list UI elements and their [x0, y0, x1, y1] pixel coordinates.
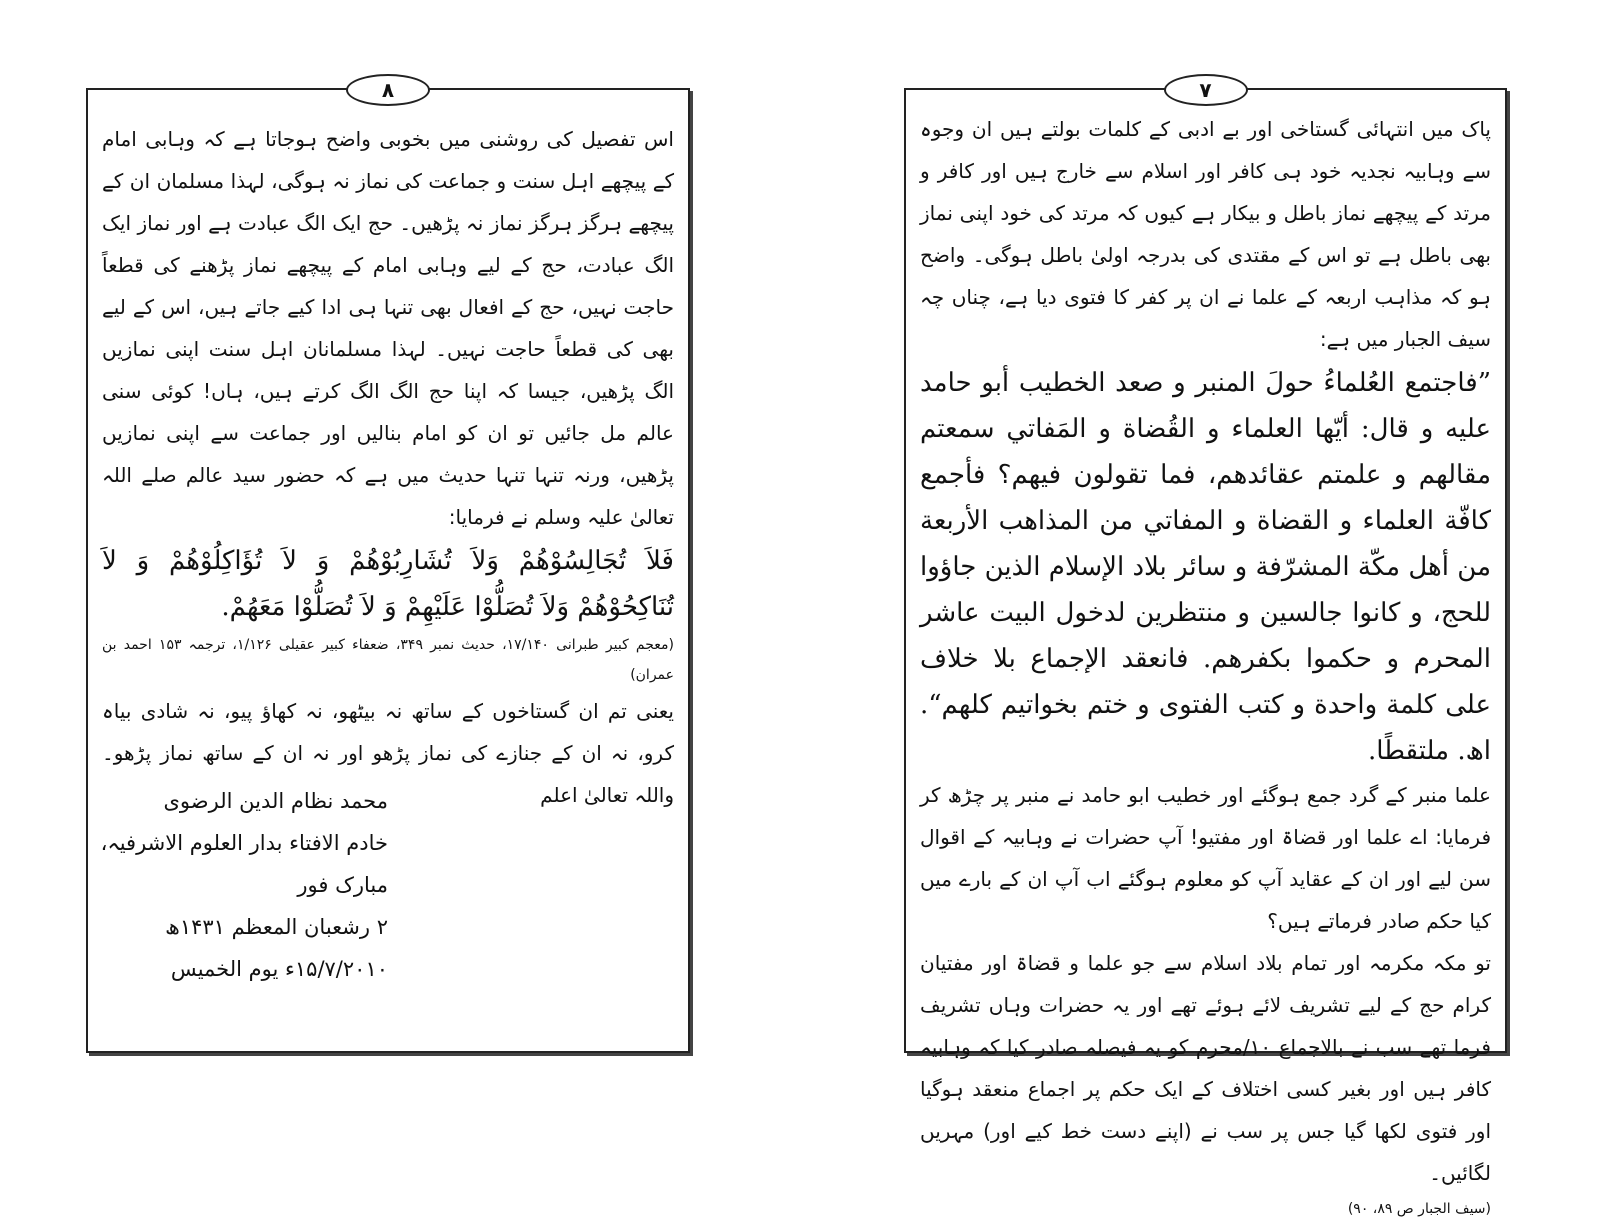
urdu-translation-2: تو مکہ مکرمہ اور تمام بلاد اسلام سے جو علما و قضاۃ اور مفتیان کرام حج کے لیے تشریف لائے ہوئے تھے اور یہ حضرات وہاں تشریف فرما تھے سب نے بالاجماع ۱۰/محرم کو یہ فیصلہ صادر کیا کہ وہابیہ کافر ہیں اور بغیر کسی اختلاف کے ایک حکم پر اجماع منعقد ہوگیا اور فتوی لکھا گیا جس پر سب نے (اپنے دست خط کیے اور) مہریں لگائیں۔	[920, 951, 1491, 1185]
page-number: ٨	[346, 74, 430, 106]
page-number: ٧	[1164, 74, 1248, 106]
urdu-translation-1: علما منبر کے گرد جمع ہوگئے اور خطیب ابو حامد نے منبر پر چڑھ کر فرمایا: اے علما اور قضاۃ اور مفتیو! آپ حضرات نے وہابیہ کے اقوال سن لیے اور ان کے عقاید آپ کو معلوم ہوگئے اب آپ ان کے بارے میں کیا حکم صادر فرماتے ہیں؟	[920, 783, 1491, 933]
signature-hijri-date: ۲ رشعبان المعظم ۱۴۳۱ھ	[165, 915, 388, 939]
hadith-text: فَلاَ تُجَالِسُوْهُمْ وَلاَ تُشَارِبُوْهُمْ وَ لاَ تُؤَاكِلُوْهُمْ وَ لاَ تُنَاكِحُوْهُمْ وَلاَ تُصَلُّوْا عَلَيْهِمْ وَ لاَ تُصَلُّوْا مَعَهُمْ.	[102, 546, 674, 622]
hadith-reference: (معجم کبیر طبرانی ۱۷/۱۴۰، حدیث نمبر ۳۴۹، ضعفاء کبیر عقیلی ۱/۱۲۶، ترجمہ ۱۵۳ احمد بن عمران)	[102, 637, 674, 683]
left-page	[86, 78, 690, 1053]
source-reference: (سیف الجبار ص ۸۹، ۹۰)	[1347, 1201, 1491, 1217]
hadith-translation: یعنی تم ان گستاخوں کے ساتھ نہ بیٹھو، نہ کھاؤ پیو، نہ شادی بیاہ کرو، نہ ان کے جنازے کی نماز پڑھو اور نہ ان کے ساتھ نماز پڑھو۔ واللہ تعالیٰ اعلم	[102, 699, 674, 807]
signature-gregorian-date: ۱۵/۷/۲۰۱۰ء یوم الخمیس	[170, 957, 388, 981]
right-page	[904, 78, 1507, 1217]
left-page-body	[102, 118, 674, 816]
signature-block	[98, 780, 388, 990]
signature-title: خادم الافتاء بدار العلوم الاشرفیہ، مبارک فور	[100, 831, 388, 897]
signature-name: محمد نظام الدین الرضوی	[163, 789, 388, 813]
right-page-body	[920, 108, 1491, 1224]
urdu-paragraph: اس تفصیل کی روشنی میں بخوبی واضح ہوجاتا ہے کہ وہابی امام کے پیچھے اہل سنت و جماعت کی نماز نہ ہوگی، لہذا مسلمان ان کے پیچھے ہرگز ہرگز نماز نہ پڑھیں۔ حج ایک الگ عبادت ہے اور نماز ایک الگ عبادت، حج کے لیے وہابی امام کے پیچھے نماز پڑھنے کی قطعاً حاجت نہیں، حج کے افعال بھی تنہا ہی ادا کیے جاتے ہیں، اس کے لیے بھی کی قطعاً حاجت نہیں۔ لہذا مسلمانان اہل سنت اپنی نمازیں الگ پڑھیں، جیسا کہ اپنا حج الگ الگ کرتے ہیں، ہاں! کوئی سنی عالم مل جائیں تو ان کو امام بنالیں اور جماعت سے اپنی نمازیں پڑھیں، ورنہ تنہا تنہا حدیث میں ہے کہ حضور سید عالم صلے اللہ تعالیٰ علیہ وسلم نے فرمایا:	[102, 127, 674, 529]
arabic-quote: ”فاجتمع العُلماءُ حولَ المنبر و صعد الخطيب أبو حامد عليه و قال: أيّها العلماء و القُضاة و المَفاتي سمعتم مقالهم و علمتم عقائدهم، فما تقولون فيهم؟ فأجمع كافّة العلماء و القضاة و المفاتي من المذاهب الأربعة من أهل مكّة المشرّفة و سائر بلاد الإسلام الذين جاؤوا للحج، و كانوا جالسين و منتظرين لدخول البيت عاشر المحرم و حكموا بكفرهم. فانعقد الإجماع بلا خلاف على كلمة واحدة و كتب الفتوى و ختم بخواتيم كلهم“. اھ. ملتقطًا.	[920, 368, 1491, 766]
urdu-intro: پاک میں انتہائی گستاخی اور بے ادبی کے کلمات بولتے ہیں ان وجوہ سے وہابیہ نجدیہ خود ہی کافر اور اسلام سے خارج ہیں اور کافر و مرتد کے پیچھے نماز باطل و بیکار ہے کیوں کہ مرتد کی خود اپنی نماز بھی باطل ہے تو اس کے مقتدی کی بدرجہ اولیٰ باطل ہوگی۔ واضح ہو کہ مذاہب اربعہ کے علما نے ان پر کفر کا فتوی دیا ہے، چناں چہ سیف الجبار میں ہے:	[920, 117, 1491, 351]
